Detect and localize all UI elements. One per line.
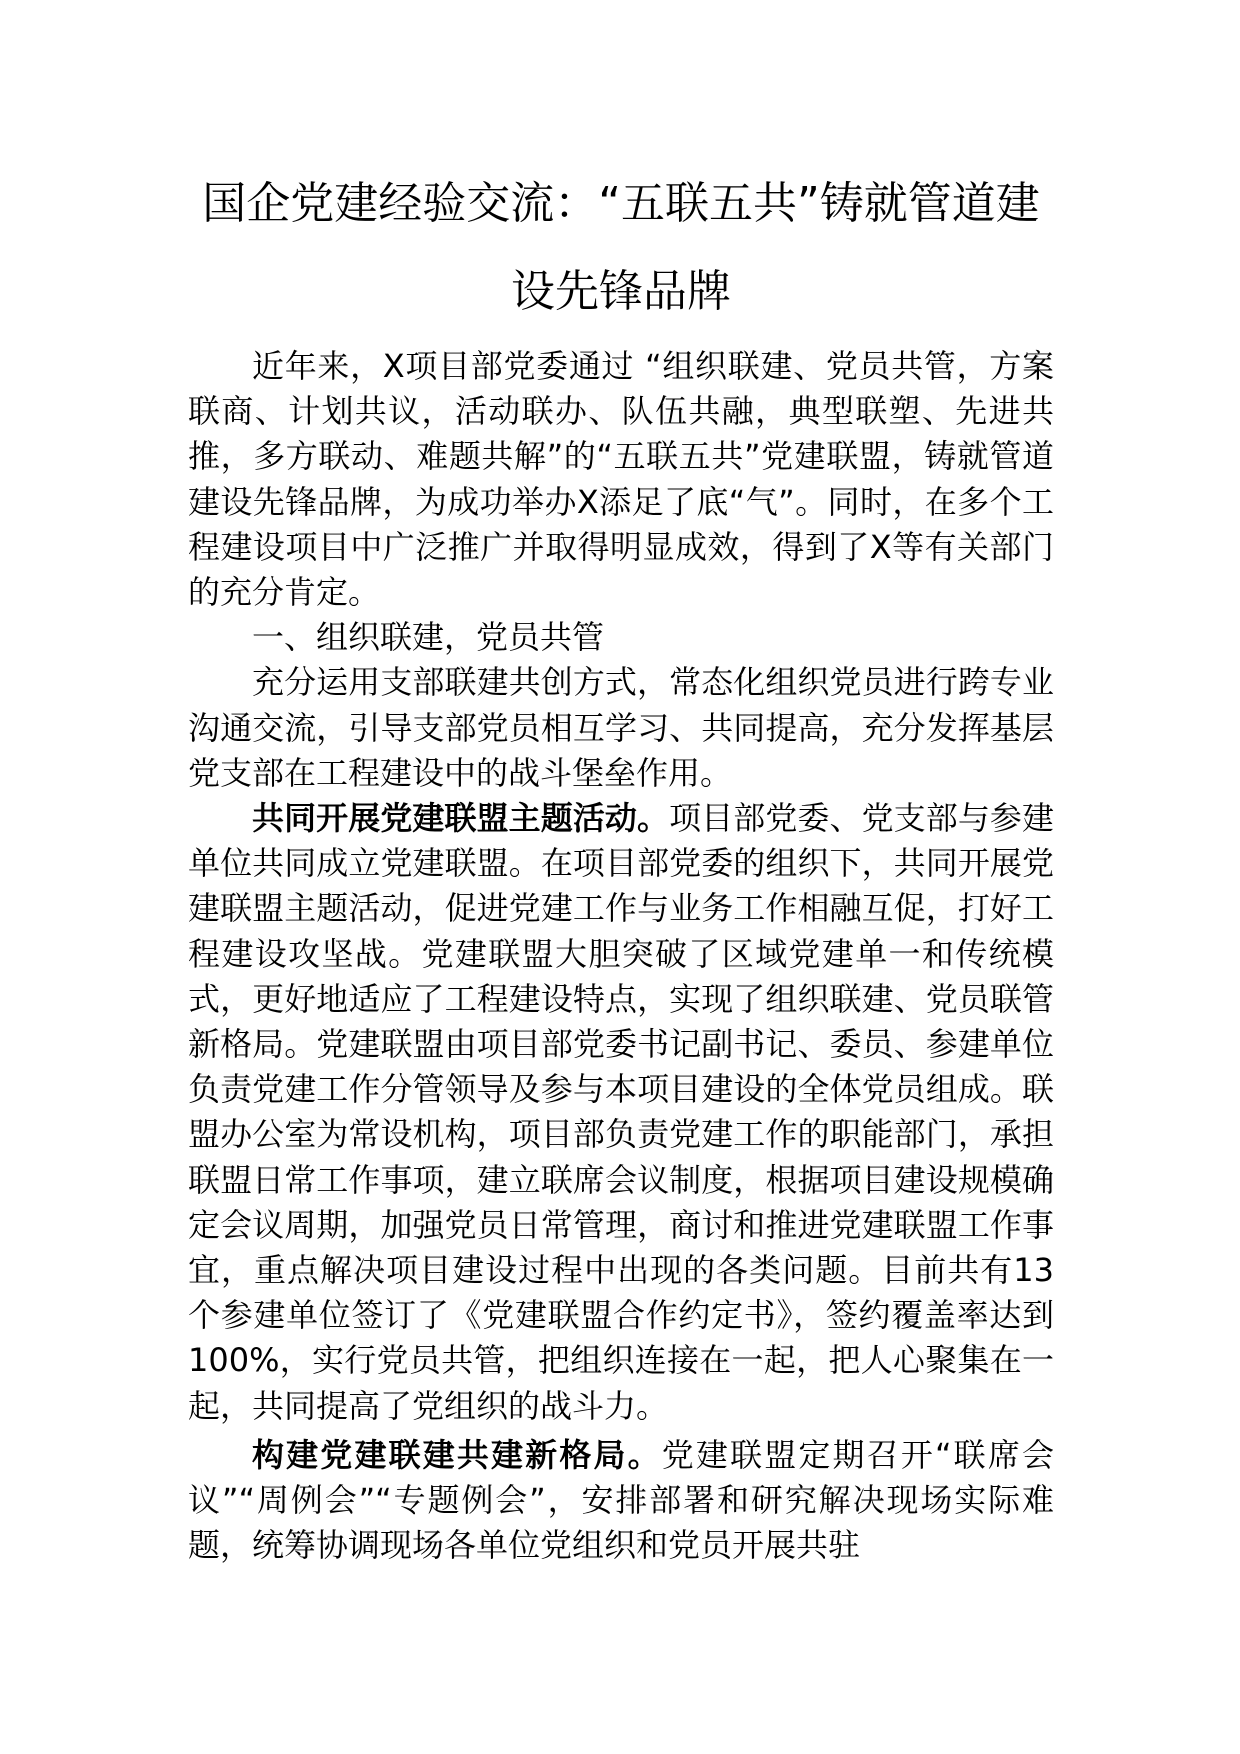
document-title: 国企党建经验交流：“五联五共”铸就管道建设先锋品牌 <box>202 178 1040 317</box>
document-body <box>188 344 1054 1568</box>
document-page <box>188 160 1054 1568</box>
paragraph-lead: 共同开展党建联盟主题活动。 <box>252 799 670 838</box>
paragraph-text: 党建联盟定期召开“联席会议”“周例会”“专题例会”，安排部署和研究解决现场实际难题，统筹协调现场各单位党组织和党员开展共驻 <box>188 1435 1054 1565</box>
section-heading: 一、组织联建，党员共管 <box>252 618 605 657</box>
section-paragraph <box>188 1433 1054 1569</box>
intro-paragraph: 近年来，X项目部党委通过 “组织联建、党员共管，方案联商、计划共议，活动联办、队伍共融，典型联塑、先进共推，多方联动、难题共解”的“五联五共”党建联盟，铸就管道建设先锋品牌，为成功举办X添足了底“气”。同时，在多个工程建设项目中广泛推广并取得明显成效，得到了X等有关部门的充分肯定。 <box>188 347 1054 612</box>
paragraph-text: 项目部党委、党支部与参建单位共同成立党建联盟。在项目部党委的组织下，共同开展党建联盟主题活动，促进党建工作与业务工作相融互促，打好工程建设攻坚战。党建联盟大胆突破了区域党建单一和传统模式，更好地适应了工程建设特点，实现了组织联建、党员联管新格局。党建联盟由项目部党委书记副书记、委员、参建单位负责党建工作分管领导及参与本项目建设的全体党员组成。联盟办公室为常设机构，项目部负责党建工作的职能部门，承担联盟日常工作事项，建立联席会议制度，根据项目建设规模确定会议周期，加强党员日常管理，商讨和推进党建联盟工作事宜，重点解决项目建设过程中出现的各类问题。目前共有13个参建单位签订了《党建联盟合作约定书》，签约覆盖率达到100%，实行党员共管，把组织连接在一起，把人心聚集在一起，共同提高了党组织的战斗力。 <box>188 799 1054 1425</box>
paragraph-lead: 构建党建联建共建新格局。 <box>252 1435 662 1474</box>
section-paragraph: 充分运用支部联建共创方式，常态化组织党员进行跨专业沟通交流，引导支部党员相互学习、共同提高，充分发挥基层党支部在工程建设中的战斗堡垒作用。 <box>188 663 1054 792</box>
section-paragraph <box>188 796 1054 1429</box>
